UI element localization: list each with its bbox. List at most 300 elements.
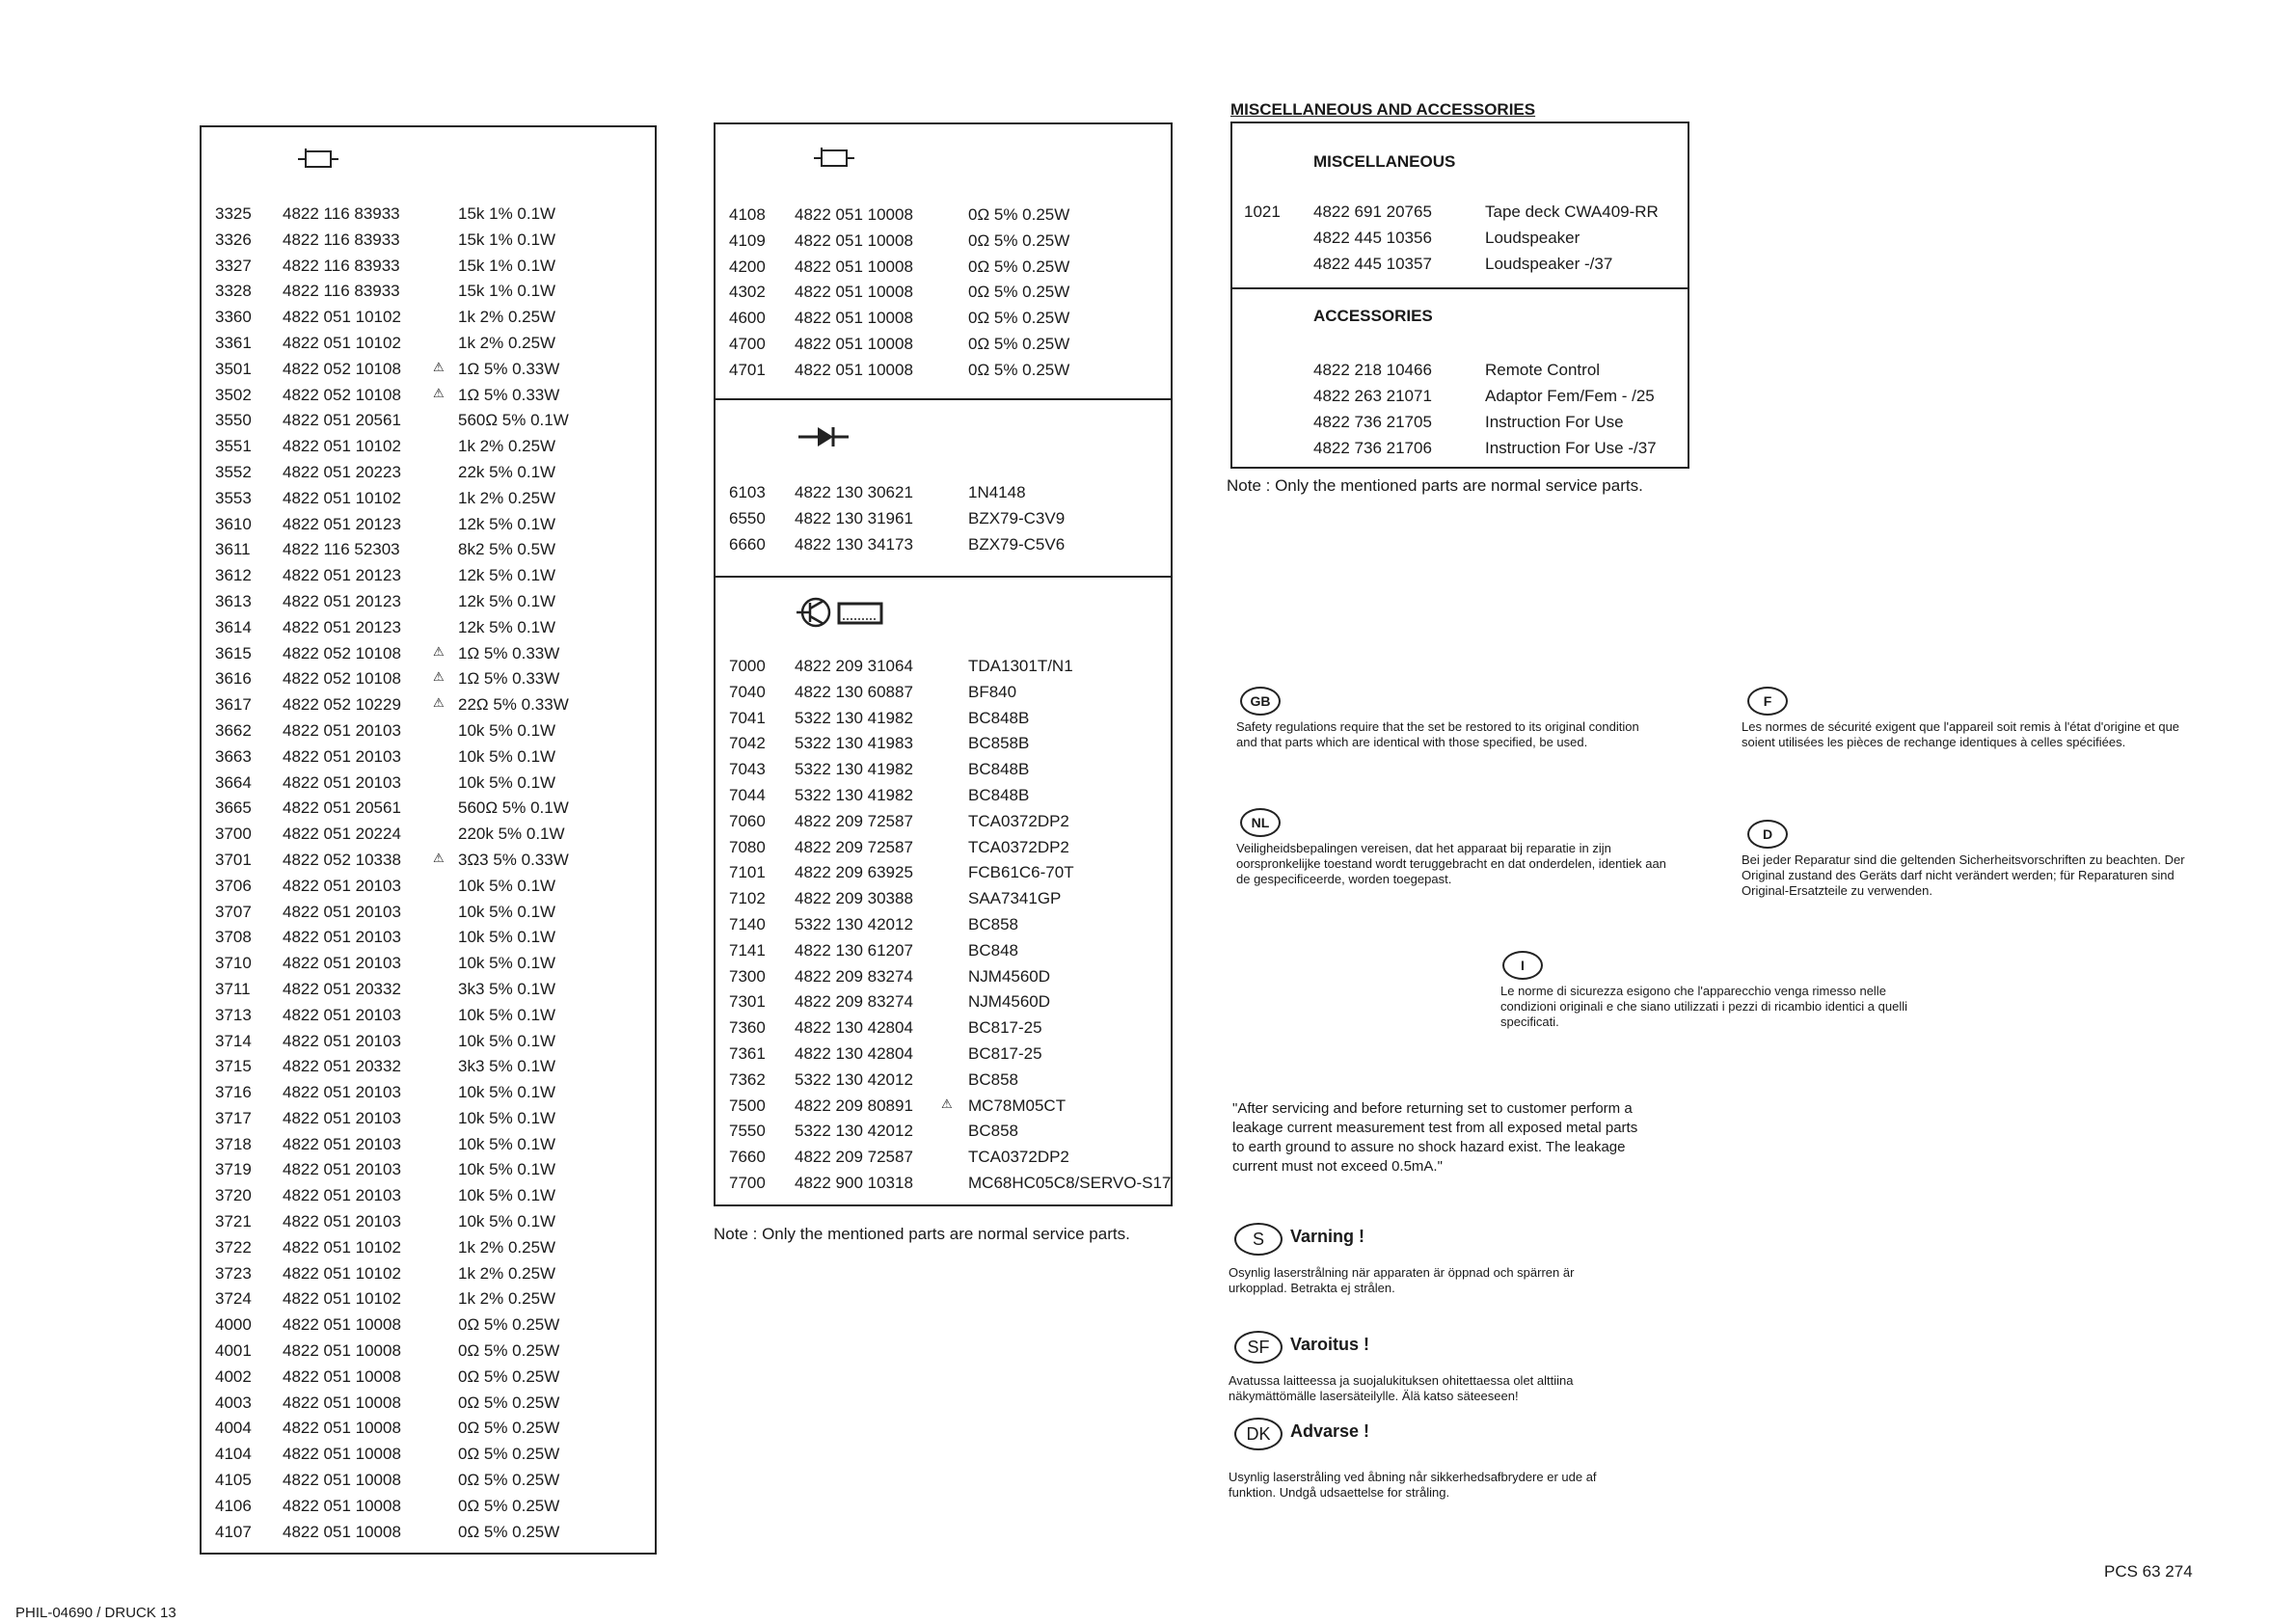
part-position: 7301 <box>729 992 766 1012</box>
part-position: 4104 <box>215 1445 252 1464</box>
table-row <box>729 205 1163 231</box>
item-description: Instruction For Use <box>1485 413 1624 431</box>
table-row <box>215 1341 649 1367</box>
part-code: 4822 051 10008 <box>283 1522 401 1541</box>
part-position: 3664 <box>215 772 252 792</box>
part-position: 6103 <box>729 483 766 501</box>
part-value: 3k3 5% 0.1W <box>458 979 556 998</box>
diode-rows <box>729 483 1163 560</box>
part-code: 4822 051 10008 <box>283 1496 401 1515</box>
table-row <box>729 941 1173 967</box>
part-code: 4822 051 10008 <box>283 1445 401 1464</box>
safety-mark-icon: ⚠ <box>433 643 445 659</box>
table-row <box>729 309 1163 335</box>
part-value: 10k 5% 0.1W <box>458 1134 556 1153</box>
part-value: 0Ω 5% 0.25W <box>458 1366 560 1386</box>
part-value: 0Ω 5% 0.25W <box>968 257 1070 276</box>
part-value: BC858 <box>968 1069 1018 1089</box>
part-code: 4822 052 10108 <box>283 359 401 378</box>
part-position: 7550 <box>729 1122 766 1141</box>
part-position: 6550 <box>729 508 766 527</box>
table-row <box>215 721 649 747</box>
warning-title-s: Varning ! <box>1290 1227 1365 1246</box>
part-code: 4822 051 10102 <box>283 1237 401 1257</box>
table-row <box>215 980 649 1006</box>
part-position: 3720 <box>215 1186 252 1205</box>
part-value: 12k 5% 0.1W <box>458 514 556 533</box>
part-code: 4822 051 10102 <box>283 437 401 456</box>
part-value: NJM4560D <box>968 966 1051 986</box>
service-parts-note: Note : Only the mentioned parts are normal service parts. <box>714 1225 1130 1243</box>
table-row <box>729 1044 1173 1070</box>
part-position: 3552 <box>215 462 252 481</box>
part-position: 4600 <box>729 309 766 328</box>
table-row <box>729 1018 1173 1044</box>
part-code: 4822 051 20103 <box>283 902 401 921</box>
resistor-symbol-icon <box>296 147 340 172</box>
part-position: 3707 <box>215 902 252 921</box>
part-value: 0Ω 5% 0.25W <box>458 1341 560 1361</box>
part-value: 10k 5% 0.1W <box>458 1031 556 1050</box>
part-position: 4105 <box>215 1471 252 1490</box>
part-code: 4822 116 52303 <box>283 540 400 559</box>
part-position: 3501 <box>215 359 252 378</box>
part-position: 7043 <box>729 760 766 779</box>
footer-page-code: PCS 63 274 <box>2104 1562 2193 1581</box>
table-row <box>215 1393 649 1420</box>
warning-text-sf: Avatussa laitteessa ja suojalukituksen ohitettaessa olet alttiina näkymättömälle lasersäteilylle. Älä katso säteeseen! <box>1229 1373 1574 1403</box>
part-code: 4822 051 20103 <box>283 1186 401 1205</box>
part-value: NJM4560D <box>968 992 1051 1012</box>
table-row <box>215 1471 649 1497</box>
table-row <box>729 915 1173 941</box>
table-row <box>215 1289 649 1315</box>
table-row <box>215 230 649 257</box>
table-row <box>729 1122 1173 1148</box>
item-description: Remote Control <box>1485 361 1601 379</box>
item-code: 4822 736 21706 <box>1313 439 1432 457</box>
part-value: 0Ω 5% 0.25W <box>458 1471 560 1490</box>
table-row <box>215 903 649 929</box>
item-description: Tape deck CWA409-RR <box>1485 203 1659 221</box>
part-value: 10k 5% 0.1W <box>458 1083 556 1102</box>
part-position: 3711 <box>215 979 251 998</box>
part-value: 1k 2% 0.25W <box>458 437 556 456</box>
section-divider <box>716 398 1171 400</box>
part-value: 22Ω 5% 0.33W <box>458 695 569 715</box>
table-row <box>215 669 649 695</box>
part-code: 5322 130 41982 <box>795 785 913 804</box>
part-code: 4822 209 83274 <box>795 966 913 986</box>
table-row <box>215 1238 649 1264</box>
part-code: 4822 051 20103 <box>283 1031 401 1050</box>
part-position: 4200 <box>729 257 766 276</box>
item-description: Loudspeaker -/37 <box>1485 255 1613 273</box>
part-position: 4106 <box>215 1496 252 1515</box>
transistor-ic-symbol-icon <box>795 595 887 630</box>
part-value: BC848B <box>968 785 1030 804</box>
part-position: 3502 <box>215 385 252 404</box>
part-value: 10k 5% 0.1W <box>458 1212 556 1231</box>
table-row <box>215 204 649 230</box>
accessories-section-title: ACCESSORIES <box>1313 307 1433 325</box>
part-position: 3612 <box>215 566 252 585</box>
part-code: 4822 051 20103 <box>283 1083 401 1102</box>
table-row <box>215 282 649 308</box>
part-code: 4822 051 20332 <box>283 979 401 998</box>
part-position: 6660 <box>729 534 766 554</box>
lang-badge-d: D <box>1747 820 1788 849</box>
lang-badge-s: S <box>1234 1223 1283 1256</box>
part-code: 4822 051 20103 <box>283 746 401 766</box>
part-position: 3721 <box>215 1212 252 1231</box>
section-divider <box>716 576 1171 578</box>
part-value: TCA0372DP2 <box>968 1148 1069 1167</box>
part-value: 0Ω 5% 0.25W <box>458 1419 560 1438</box>
part-position: 7080 <box>729 837 766 856</box>
part-code: 4822 051 20103 <box>283 876 401 895</box>
section-divider <box>1232 287 1688 289</box>
part-value: 3Ω3 5% 0.33W <box>458 850 569 869</box>
part-value: 1Ω 5% 0.33W <box>458 385 560 404</box>
item-code: 4822 445 10357 <box>1313 255 1432 273</box>
part-value: BC848B <box>968 760 1030 779</box>
part-code: 4822 116 83933 <box>283 204 400 223</box>
part-value: 12k 5% 0.1W <box>458 591 556 610</box>
part-code: 4822 051 20103 <box>283 772 401 792</box>
part-code: 4822 052 10108 <box>283 669 401 689</box>
table-row <box>729 257 1163 284</box>
item-code: 4822 218 10466 <box>1313 361 1432 379</box>
part-value: 0Ω 5% 0.25W <box>968 230 1070 250</box>
part-position: 3714 <box>215 1031 252 1050</box>
part-value: FCB61C6-70T <box>968 863 1074 882</box>
part-code: 5322 130 42012 <box>795 1069 913 1089</box>
part-position: 7660 <box>729 1148 766 1167</box>
part-position: 3706 <box>215 876 252 895</box>
part-position: 3615 <box>215 643 252 663</box>
part-code: 5322 130 41983 <box>795 734 913 753</box>
part-code: 4822 051 20123 <box>283 514 401 533</box>
part-value: BC848 <box>968 940 1018 960</box>
part-value: 10k 5% 0.1W <box>458 1186 556 1205</box>
part-position: 7361 <box>729 1043 766 1063</box>
part-code: 4822 209 80891 <box>795 1096 913 1115</box>
part-position: 7060 <box>729 811 766 830</box>
part-code: 4822 051 20103 <box>283 1005 401 1024</box>
part-code: 4822 130 30621 <box>795 483 913 501</box>
table-row <box>215 1032 649 1058</box>
table-row <box>215 515 649 541</box>
table-row <box>215 566 649 592</box>
table-row <box>729 483 1163 509</box>
part-value: 1k 2% 0.25W <box>458 1289 556 1309</box>
part-code: 4822 209 63925 <box>795 863 913 882</box>
safety-text-nl: Veiligheidsbepalingen vereisen, dat het apparaat bij reparatie in zijn oorspronkelijke toestand wordt teruggebracht en dat onderdelen, identiek aan de gespecificeerde, worden toegepast. <box>1236 841 1666 886</box>
part-position: 3613 <box>215 591 252 610</box>
table-row <box>215 1006 649 1032</box>
safety-text-d: Bei jeder Reparatur sind die geltenden Sicherheitsvorschriften zu beachten. Der Original zustand des Geräts darf nicht verändert werden; für Reparaturen sind Original-Ersatzteile zu verwenden. <box>1742 852 2185 898</box>
table-row <box>729 967 1173 993</box>
part-position: 3715 <box>215 1057 252 1076</box>
part-position: 7700 <box>729 1173 766 1192</box>
part-value: TDA1301T/N1 <box>968 657 1073 675</box>
part-code: 4822 900 10318 <box>795 1173 913 1192</box>
part-position: 7000 <box>729 657 766 675</box>
lang-badge-f: F <box>1747 687 1788 716</box>
table-row <box>729 760 1173 786</box>
part-code: 4822 051 10008 <box>795 309 913 328</box>
part-code: 4822 051 10102 <box>283 308 401 327</box>
item-code: 4822 691 20765 <box>1313 203 1432 221</box>
parts-table-middle <box>714 122 1173 1206</box>
item-code: 4822 445 10356 <box>1313 229 1432 247</box>
part-position: 7042 <box>729 734 766 753</box>
part-position: 7360 <box>729 1018 766 1038</box>
resistor-table-left <box>200 125 657 1555</box>
part-position: 7041 <box>729 708 766 727</box>
table-row <box>729 335 1163 361</box>
part-position: 4109 <box>729 230 766 250</box>
part-code: 4822 051 10008 <box>795 205 913 224</box>
table-row <box>729 863 1173 889</box>
table-row <box>729 889 1173 915</box>
part-code: 4822 051 10008 <box>795 360 913 379</box>
part-value: BC817-25 <box>968 1018 1042 1038</box>
table-row <box>215 257 649 283</box>
transistor-rows <box>729 657 1173 1200</box>
part-code: 4822 116 83933 <box>283 256 400 275</box>
table-row <box>215 1367 649 1393</box>
table-row <box>729 734 1173 760</box>
part-code: 4822 051 20103 <box>283 1212 401 1231</box>
part-value: 0Ω 5% 0.25W <box>968 334 1070 353</box>
part-position: 7300 <box>729 966 766 986</box>
part-code: 4822 116 83933 <box>283 282 400 301</box>
part-code: 4822 051 20123 <box>283 566 401 585</box>
table-row <box>215 1523 649 1549</box>
part-code: 4822 051 10102 <box>283 1263 401 1283</box>
part-value: 0Ω 5% 0.25W <box>458 1445 560 1464</box>
part-code: 4822 209 30388 <box>795 889 913 908</box>
lang-badge-sf: SF <box>1234 1331 1283 1364</box>
part-position: 3713 <box>215 1005 252 1024</box>
safety-text-gb: Safety regulations require that the set be restored to its original condition and that parts which are identical with those specified, be used. <box>1236 719 1639 749</box>
part-value: 560Ω 5% 0.1W <box>458 798 569 818</box>
part-code: 4822 052 10229 <box>283 695 401 715</box>
warning-text-dk: Usynlig laserstråling ved åbning når sikkerhedsafbrydere er ude af funktion. Undgå udsaettelse for stråling. <box>1229 1470 1597 1500</box>
part-code: 4822 052 10108 <box>283 643 401 663</box>
part-code: 4822 051 20123 <box>283 617 401 636</box>
part-position: 4701 <box>729 360 766 379</box>
table-row <box>215 1186 649 1212</box>
part-code: 4822 052 10108 <box>283 385 401 404</box>
part-position: 3361 <box>215 333 252 352</box>
part-value: TCA0372DP2 <box>968 837 1069 856</box>
part-value: 0Ω 5% 0.25W <box>968 309 1070 328</box>
part-code: 4822 209 72587 <box>795 837 913 856</box>
part-value: SAA7341GP <box>968 889 1062 908</box>
part-position: 3700 <box>215 825 252 844</box>
part-code: 5322 130 42012 <box>795 914 913 933</box>
part-value: 560Ω 5% 0.1W <box>458 411 569 430</box>
part-position: 4000 <box>215 1315 252 1335</box>
part-value: 1Ω 5% 0.33W <box>458 359 560 378</box>
part-position: 3717 <box>215 1108 252 1127</box>
part-position: 3328 <box>215 282 252 301</box>
part-value: 1k 2% 0.25W <box>458 333 556 352</box>
part-position: 7102 <box>729 889 766 908</box>
warning-text-s: Osynlig laserstrålning när apparaten är öppnad och spärren är urkopplad. Betrakta ej strålen. <box>1229 1265 1575 1295</box>
part-code: 4822 051 20103 <box>283 720 401 740</box>
part-value: 1k 2% 0.25W <box>458 1237 556 1257</box>
part-position: 7101 <box>729 863 766 882</box>
table-row <box>215 877 649 903</box>
table-row <box>729 657 1173 683</box>
footer-document-id: PHIL-04690 / DRUCK 13 <box>15 1605 176 1621</box>
part-value: BC858B <box>968 734 1030 753</box>
part-position: 7500 <box>729 1096 766 1115</box>
part-code: 4822 051 10008 <box>283 1315 401 1335</box>
part-value: 15k 1% 0.1W <box>458 230 556 249</box>
part-value: 10k 5% 0.1W <box>458 876 556 895</box>
part-code: 4822 130 61207 <box>795 940 913 960</box>
part-code: 4822 051 20223 <box>283 462 401 481</box>
part-position: 3616 <box>215 669 252 689</box>
misc-heading: MISCELLANEOUS AND ACCESSORIES <box>1230 100 1536 119</box>
part-position: 7140 <box>729 914 766 933</box>
table-row <box>729 786 1173 812</box>
resistor-rows-left <box>215 204 649 1548</box>
part-value: 0Ω 5% 0.25W <box>968 205 1070 224</box>
table-row <box>729 361 1163 387</box>
part-value: BC858 <box>968 1122 1018 1141</box>
table-row <box>215 1315 649 1341</box>
part-value: 12k 5% 0.1W <box>458 566 556 585</box>
part-code: 4822 051 20103 <box>283 954 401 973</box>
part-position: 3611 <box>215 540 251 559</box>
part-code: 4822 051 20103 <box>283 928 401 947</box>
part-position: 3718 <box>215 1134 252 1153</box>
part-value: 10k 5% 0.1W <box>458 1005 556 1024</box>
part-value: BZX79-C5V6 <box>968 534 1066 554</box>
part-code: 4822 209 83274 <box>795 992 913 1012</box>
table-row <box>215 1212 649 1238</box>
item-code: 4822 736 21705 <box>1313 413 1432 431</box>
part-position: 3553 <box>215 488 252 507</box>
part-code: 4822 051 10102 <box>283 333 401 352</box>
part-code: 4822 051 10008 <box>795 257 913 276</box>
table-row <box>215 386 649 412</box>
table-row <box>215 437 649 463</box>
item-description: Adaptor Fem/Fem - /25 <box>1485 387 1655 405</box>
part-position: 3610 <box>215 514 252 533</box>
part-code: 4822 051 20103 <box>283 1160 401 1179</box>
misc-table <box>1230 122 1689 469</box>
part-code: 4822 051 10008 <box>795 230 913 250</box>
safety-mark-icon: ⚠ <box>433 359 445 374</box>
leakage-current-notice: "After servicing and before returning set to customer perform a leakage current measurement test from all exposed metal parts to earth ground to assure no shock hazard exist. The leakage current must not exceed 0.5mA." <box>1232 1100 1638 1175</box>
table-row <box>729 709 1173 735</box>
lang-badge-i: I <box>1502 951 1543 980</box>
part-code: 4822 051 10008 <box>283 1471 401 1490</box>
part-position: 3719 <box>215 1160 252 1179</box>
part-value: BC817-25 <box>968 1043 1042 1063</box>
part-value: 12k 5% 0.1W <box>458 617 556 636</box>
part-value: BF840 <box>968 682 1017 701</box>
part-position: 3662 <box>215 720 252 740</box>
part-position: 3723 <box>215 1263 252 1283</box>
table-row <box>215 1445 649 1471</box>
part-position: 3665 <box>215 798 252 818</box>
part-value: 15k 1% 0.1W <box>458 282 556 301</box>
table-row <box>729 1174 1173 1200</box>
safety-text-f: Les normes de sécurité exigent que l'appareil soit remis à l'état d'origine et que soient utilisées les pièces de rechange identiques à celles spécifiées. <box>1742 719 2180 749</box>
table-row <box>729 509 1163 535</box>
safety-mark-icon: ⚠ <box>433 385 445 400</box>
part-code: 4822 051 10008 <box>283 1393 401 1412</box>
part-code: 4822 051 10008 <box>283 1341 401 1361</box>
table-row <box>215 360 649 386</box>
table-row <box>215 489 649 515</box>
table-row <box>729 1096 1173 1123</box>
part-position: 7141 <box>729 940 766 960</box>
diode-symbol-icon <box>797 423 851 450</box>
part-value: 1k 2% 0.25W <box>458 308 556 327</box>
safety-mark-icon: ⚠ <box>433 669 445 685</box>
table-row <box>729 1148 1173 1174</box>
part-code: 4822 051 10102 <box>283 488 401 507</box>
part-code: 5322 130 41982 <box>795 760 913 779</box>
part-value: 8k2 5% 0.5W <box>458 540 556 559</box>
resistor-rows-middle <box>729 205 1163 387</box>
part-code: 4822 051 20224 <box>283 825 401 844</box>
part-position: 3551 <box>215 437 252 456</box>
safety-mark-icon: ⚠ <box>433 695 445 711</box>
warning-title-sf: Varoitus ! <box>1290 1335 1370 1354</box>
part-code: 4822 051 10008 <box>283 1419 401 1438</box>
part-value: BC858 <box>968 914 1018 933</box>
part-value: 0Ω 5% 0.25W <box>458 1393 560 1412</box>
part-code: 4822 209 31064 <box>795 657 913 675</box>
table-row <box>215 540 649 566</box>
part-position: 3716 <box>215 1083 252 1102</box>
part-code: 4822 130 31961 <box>795 508 913 527</box>
table-row <box>729 812 1173 838</box>
table-row <box>729 283 1163 309</box>
part-value: 1Ω 5% 0.33W <box>458 643 560 663</box>
part-value: 1N4148 <box>968 483 1026 501</box>
part-value: 10k 5% 0.1W <box>458 1160 556 1179</box>
part-code: 4822 051 20103 <box>283 1108 401 1127</box>
part-value: 10k 5% 0.1W <box>458 720 556 740</box>
lang-badge-dk: DK <box>1234 1418 1283 1450</box>
part-code: 4822 051 10102 <box>283 1289 401 1309</box>
part-value: 220k 5% 0.1W <box>458 825 565 844</box>
part-value: TCA0372DP2 <box>968 811 1069 830</box>
table-row <box>215 1497 649 1523</box>
part-position: 7362 <box>729 1069 766 1089</box>
part-position: 3617 <box>215 695 252 715</box>
part-position: 3724 <box>215 1289 252 1309</box>
safety-text-i: Le norme di sicurezza esigono che l'apparecchio venga rimesso nelle condizioni originali e che siano utilizzati i pezzi di ricambio identici a quelli specificati. <box>1500 984 1907 1029</box>
part-value: MC68HC05C8/SERVO-S17 <box>968 1173 1172 1192</box>
table-row <box>215 618 649 644</box>
part-value: 0Ω 5% 0.25W <box>968 283 1070 302</box>
part-value: 1k 2% 0.25W <box>458 1263 556 1283</box>
part-position: 3701 <box>215 850 252 869</box>
table-row <box>215 798 649 825</box>
